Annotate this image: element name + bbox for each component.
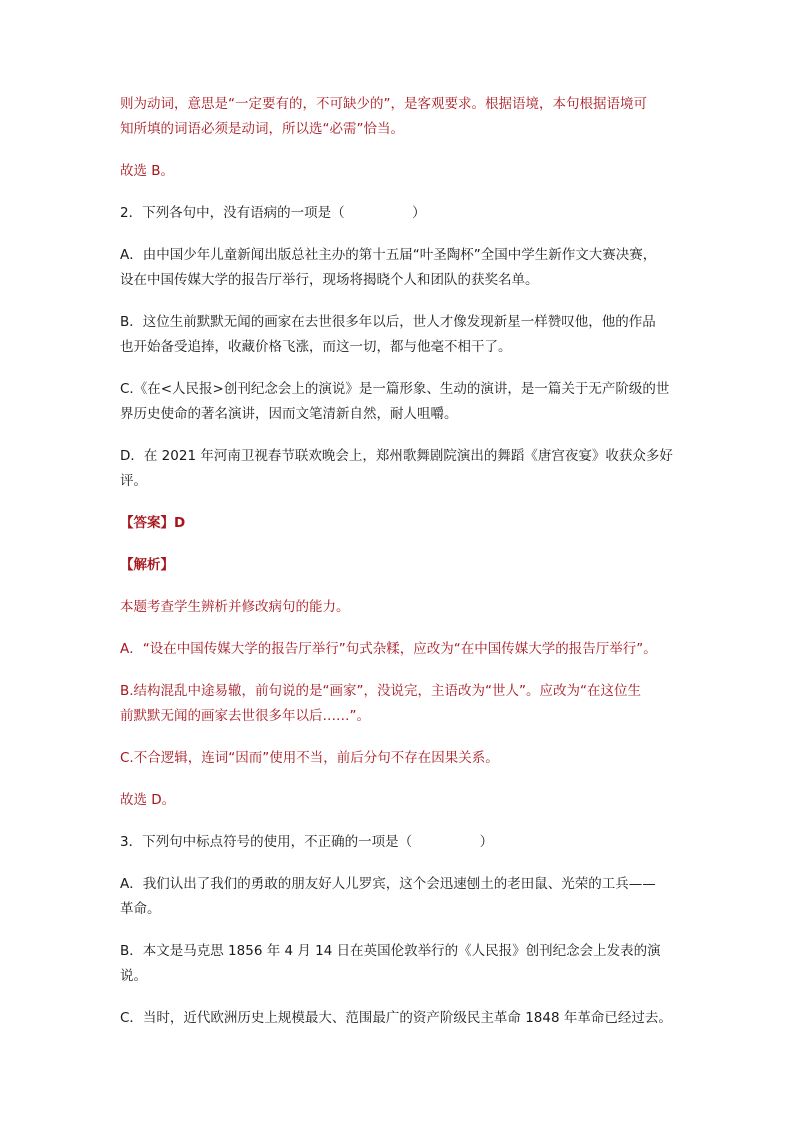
q2-option-d bbox=[120, 444, 680, 494]
q2-analysis-b bbox=[120, 679, 680, 729]
q2-option-a-line-2: 设在中国传媒大学的报告厅举行，现场将揭晓个人和团队的获奖名单。 bbox=[120, 272, 539, 288]
document-page bbox=[120, 92, 680, 1048]
q1-answer: 故选 B。 bbox=[120, 163, 175, 179]
q2-analysis-a: A．“设在中国传媒大学的报告厅举行”句式杂糅，应改为“在中国传媒大学的报告厅举行”。 bbox=[120, 641, 657, 657]
q2-option-b-line-2: 也开始备受追捧，收藏价格飞涨，而这一切，都与他毫不相干了。 bbox=[120, 339, 512, 355]
q2-final-answer: 故选 D。 bbox=[120, 792, 176, 808]
q3-stem: 3．下列句中标点符号的使用，不正确的一项是（ ） bbox=[120, 834, 494, 850]
q2-option-d-line-2: 评。 bbox=[120, 473, 147, 489]
q2-option-b bbox=[120, 310, 680, 360]
q2-option-b-line-1: B．这位生前默默无闻的画家在去世很多年以后，世人才像发现新星一样赞叹他，他的作品 bbox=[120, 314, 656, 330]
q3-option-a bbox=[120, 872, 680, 922]
q2-analysis-b-line-1: B.结构混乱中途易辙，前句说的是“画家”，没说完，主语改为“世人”。应改为“在这位生 bbox=[120, 683, 642, 699]
q2-analysis-intro: 本题考查学生辨析并修改病句的能力。 bbox=[120, 599, 350, 615]
q2-option-c-line-1: C.《在<人民报>创刊纪念会上的演说》是一篇形象、生动的演讲，是一篇关于无产阶级的世 bbox=[120, 381, 670, 397]
q3-option-a-line-2: 革命。 bbox=[120, 901, 161, 917]
q1-explanation bbox=[120, 92, 680, 142]
q3-option-b: B．本文是马克思 1856 年 4 月 14 日在英国伦敦举行的《人民报》创刊纪念会上发表的演说。 bbox=[120, 943, 661, 984]
q2-option-a-line-1: A．由中国少年儿童新闻出版总社主办的第十五届“叶圣陶杯”全国中学生新作文大赛决赛， bbox=[120, 247, 657, 263]
q2-answer-label: 【答案】D bbox=[120, 515, 186, 531]
q2-option-d-line-1: D．在 2021 年河南卫视春节联欢晚会上，郑州歌舞剧院演出的舞蹈《唐宫夜宴》收获众多好 bbox=[120, 448, 673, 464]
q2-analysis-label: 【解析】 bbox=[120, 557, 174, 573]
q2-option-c bbox=[120, 377, 680, 427]
q2-option-c-line-2: 界历史使命的著名演讲，因而文笔清新自然，耐人咀嚼。 bbox=[120, 406, 458, 422]
q3-option-a-line-1: A．我们认出了我们的勇敢的朋友好人儿罗宾，这个会迅速刨土的老田鼠、光荣的工兵—— bbox=[120, 876, 656, 892]
q3-option-c: C．当时，近代欧洲历史上规模最大、范围最广的资产阶级民主革命 1848 年革命已经过去。 bbox=[120, 1010, 672, 1026]
q2-analysis-b-line-2: 前默默无闻的画家去世很多年以后……”。 bbox=[120, 708, 370, 724]
q1-explanation-line-1: 则为动词，意思是“一定要有的，不可缺少的”，是客观要求。根据语境，本句根据语境可 bbox=[120, 96, 647, 112]
q2-stem: 2．下列各句中，没有语病的一项是（ ） bbox=[120, 205, 426, 221]
q1-explanation-line-2: 知所填的词语必须是动词，所以选“必需”恰当。 bbox=[120, 121, 404, 137]
q2-analysis-c: C.不合逻辑，连词“因而”使用不当，前后分句不存在因果关系。 bbox=[120, 750, 499, 766]
q2-option-a bbox=[120, 243, 680, 293]
